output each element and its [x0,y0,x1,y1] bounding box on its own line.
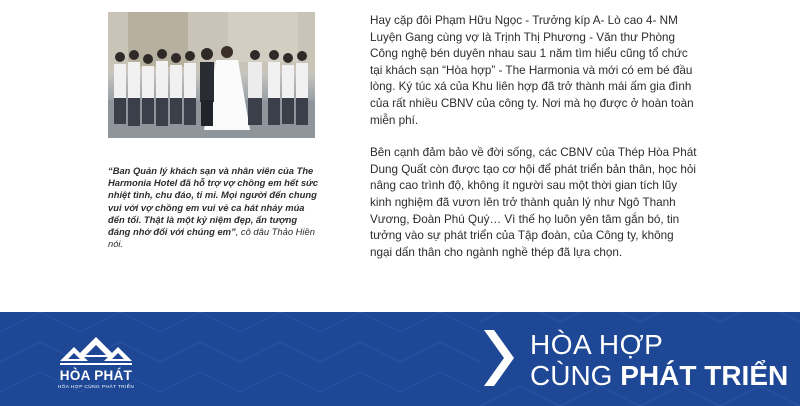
slogan-line-2-bold: PHÁT TRIỂN [620,360,789,391]
article-paragraph-1: Hay cặp đôi Phạm Hữu Ngọc - Trưởng kíp A- Lò cao 4- NM Luyện Gang cùng vợ là Trịnh Thị Phương - Văn thư Phòng Công nghệ bén duyên nhau sau 1 năm tìm hiểu cũng tổ chức tại khách sạn “Hòa hợp” - The Harmonia và mới có em bé đầu lòng. Ký túc xá của Khu liên hợp đã trở thành mái ấm gia đình của rất nhiều CBNV của công ty. Nơi mà họ được ở hoàn toàn miễn phí. [370,14,694,127]
hoa-phat-mountain-icon [46,335,146,369]
quote-attribution: , cô dâu Thảo Hiền nói. [108,226,315,250]
brand-tagline: HÒA HỢP CÙNG PHÁT TRIỂN [57,385,135,390]
slogan-line-2-regular: CÙNG [530,360,621,391]
brand-name: HÒA PHÁT [59,368,133,383]
slogan-line-1: HÒA HỢP [530,329,664,360]
photo-caption-quote [108,165,320,250]
wedding-photo [108,12,315,138]
quote-text: “Ban Quản lý khách sạn và nhân viên của The Harmonia Hotel đã hỗ trợ vợ chồng em hết sức nhiệt tình, chu đáo, tỉ mỉ. Mọi người đến chung vui với vợ chồng em vui vẻ ca hát nhảy múa đến tối. Thật là một kỷ niệm đẹp, ấn tượng đáng nhớ đối với chúng em” [108,165,318,238]
article-paragraph-2: Bên cạnh đảm bảo về đời sống, các CBNV của Thép Hòa Phát Dung Quất còn được tạo cơ hội để phát triển bản thân, học hỏi nâng cao trình độ, không ít người sau một thời gian tích lũy kinh nghiệm đã vươn lên trở thành quản lý như Ngô Thanh Vương, Đoàn Phú Quý… Vì thế họ luôn yên tâm gắn bó, tin tưởng vào sự phát triển của Tập đoàn, của Công ty, không ngại dấn thân cho ngành nghề thép đã lựa chọn. [370,146,697,259]
slogan-line-2 [530,360,788,391]
article-body [370,13,698,277]
chevron-right-icon [484,330,514,386]
hoa-phat-logo [46,335,146,399]
footer-slogan [530,329,788,391]
